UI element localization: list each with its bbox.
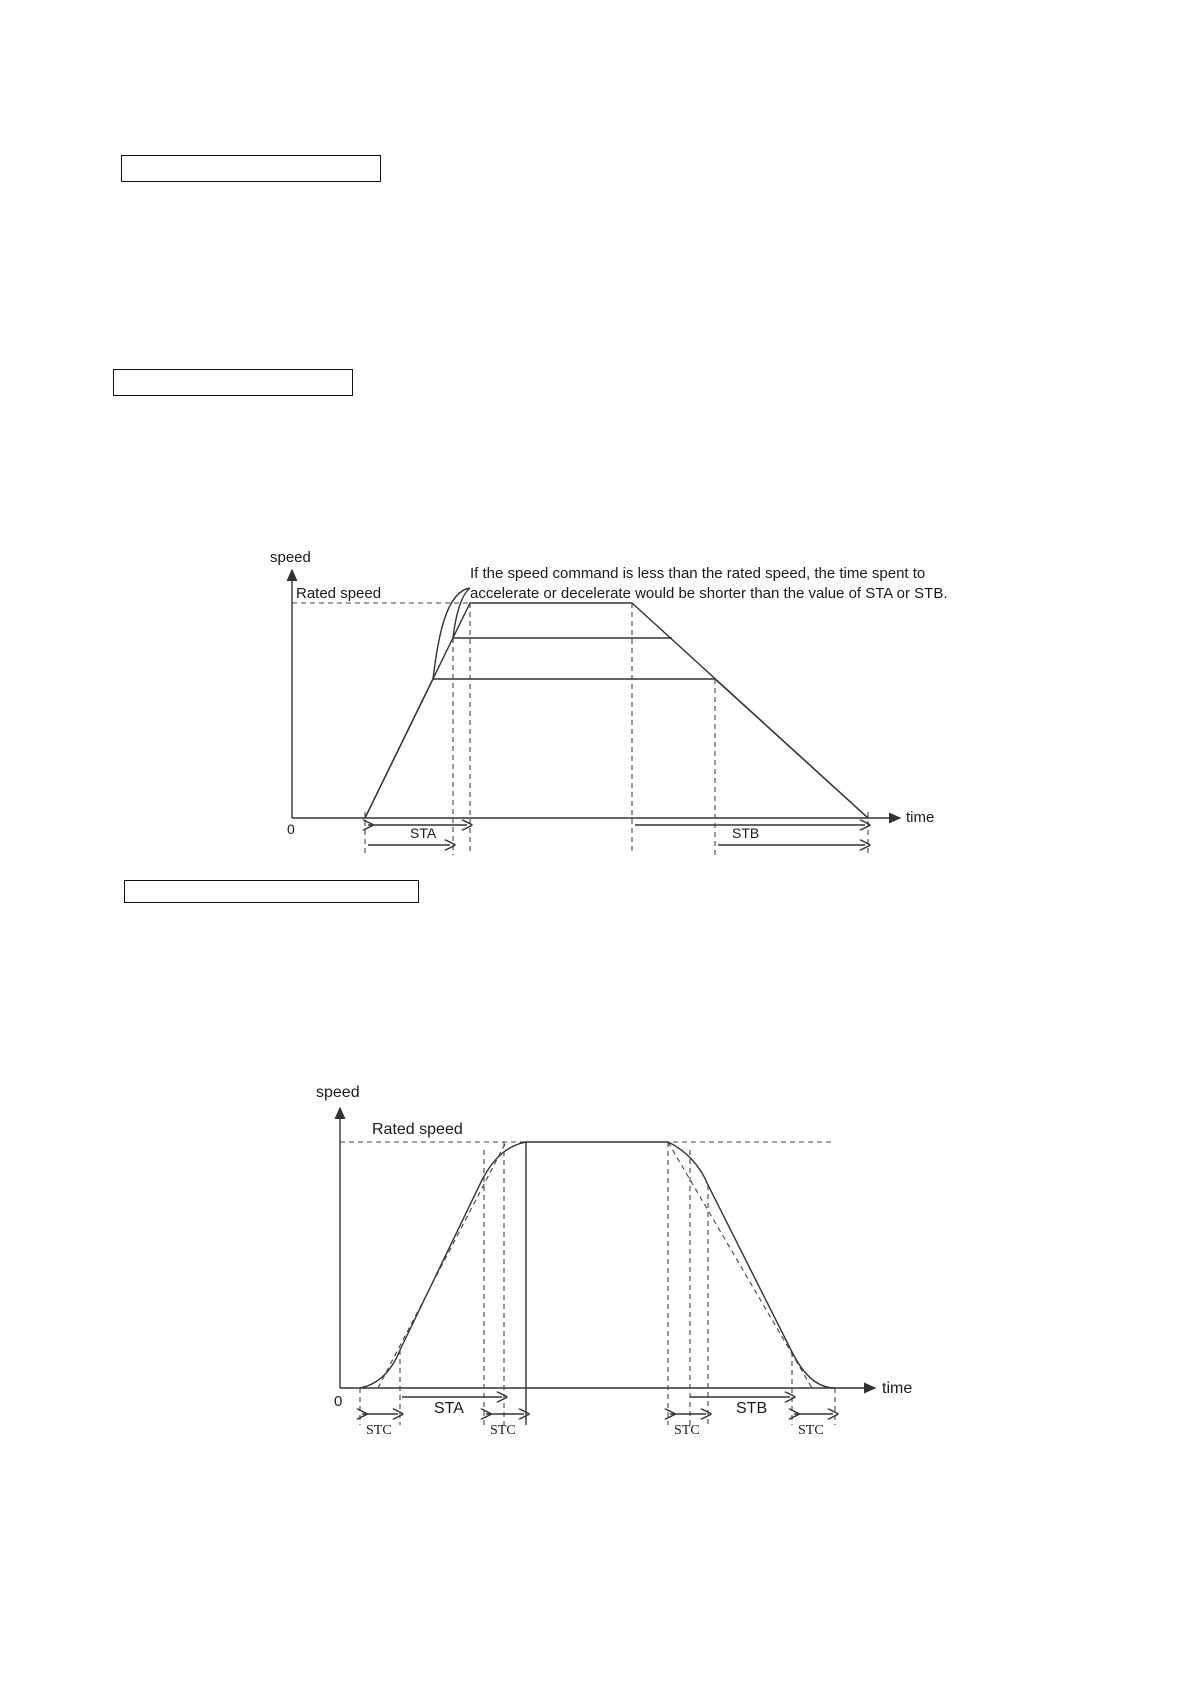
stb-label-2: STB xyxy=(736,1400,768,1417)
y-axis-label: speed xyxy=(270,549,311,566)
stc-label-2: STC xyxy=(490,1423,516,1438)
stc-label-4: STC xyxy=(798,1423,824,1438)
note-line-2: accelerate or decelerate would be shorter than the value of STA or STB. xyxy=(470,585,948,602)
sta-label-2: STA xyxy=(434,1400,464,1417)
linear-reference-accel xyxy=(378,1142,506,1388)
origin-label: 0 xyxy=(287,821,295,837)
rated-speed-label-2: Rated speed xyxy=(372,1121,463,1138)
x-axis-label-2: time xyxy=(882,1380,913,1397)
note-line-1: If the speed command is less than the rated speed, the time spent to xyxy=(470,565,926,582)
origin-label-2: 0 xyxy=(334,1393,343,1410)
stc-label-1: STC xyxy=(366,1423,392,1438)
rated-speed-label: Rated speed xyxy=(296,585,382,602)
sta-label: STA xyxy=(410,825,437,841)
s-curve-profile xyxy=(360,1142,835,1388)
stb-label: STB xyxy=(732,825,760,841)
stc-label-3: STC xyxy=(674,1423,700,1438)
x-axis-label: time xyxy=(906,809,935,826)
y-axis-label-2: speed xyxy=(316,1084,360,1101)
